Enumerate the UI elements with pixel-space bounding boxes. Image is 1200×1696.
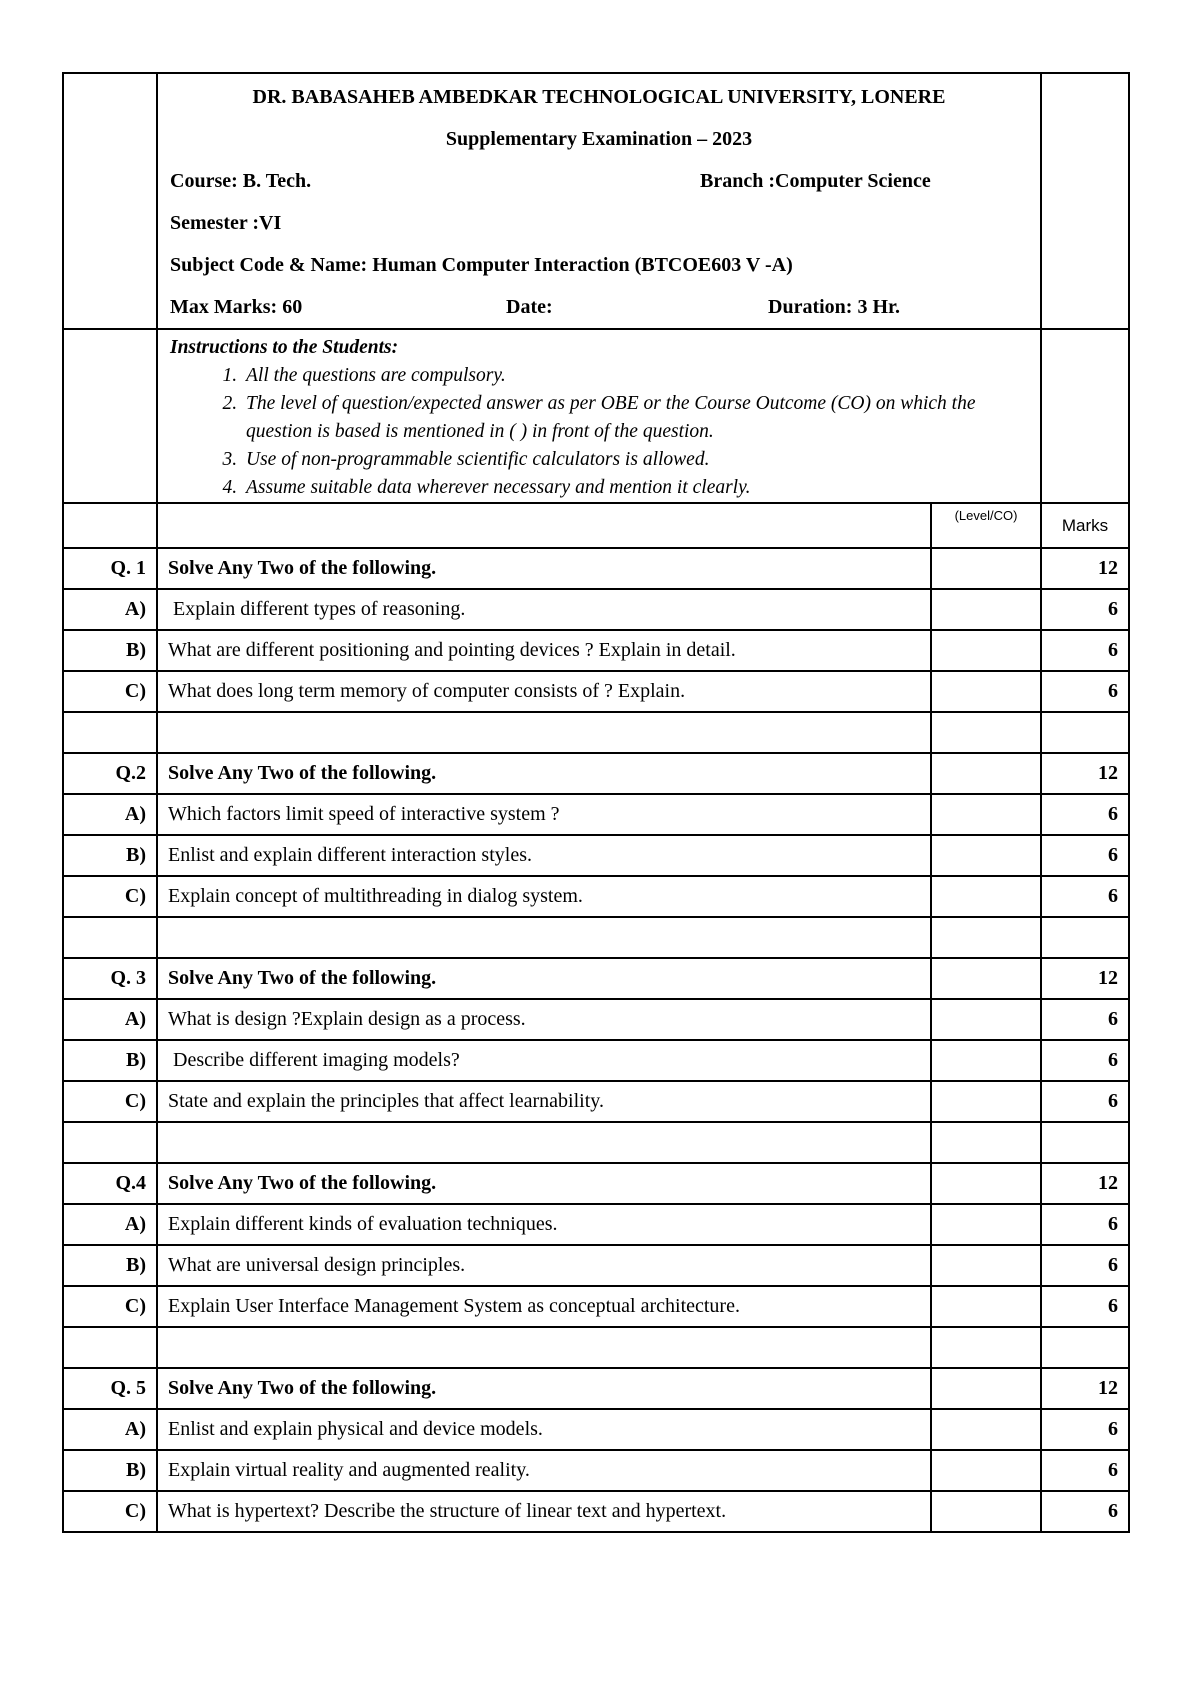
level-co-cell (931, 958, 1041, 999)
question-row (63, 548, 1129, 589)
instructions-list (170, 362, 1028, 502)
header-left-blank (63, 73, 157, 329)
question-title: Solve Any Two of the following. (157, 753, 931, 794)
spacer-cell (157, 712, 931, 753)
spacer-cell (63, 1122, 157, 1163)
spacer-cell (63, 712, 157, 753)
instructions-row (63, 329, 1129, 503)
sub-question-marks: 6 (1041, 589, 1129, 630)
sub-question-marks: 6 (1041, 1491, 1129, 1532)
sub-question-marks: 6 (1041, 1286, 1129, 1327)
sub-question-text: Enlist and explain physical and device models. (157, 1409, 931, 1450)
sub-question-label: C) (63, 1491, 157, 1532)
question-number: Q. 1 (63, 548, 157, 589)
header-right-blank (1041, 73, 1129, 329)
column-header-blank (63, 503, 157, 548)
sub-question-row (63, 999, 1129, 1040)
university-name: DR. BABASAHEB AMBEDKAR TECHNOLOGICAL UNIVERSITY, LONERE (252, 86, 946, 108)
sub-question-marks: 6 (1041, 876, 1129, 917)
spacer-cell (931, 1122, 1041, 1163)
level-co-cell (931, 1040, 1041, 1081)
sub-question-text: Explain different types of reasoning. (157, 589, 931, 630)
course-label: Course: B. Tech. (170, 170, 312, 192)
spacer-cell (157, 917, 931, 958)
level-co-cell (931, 1163, 1041, 1204)
question-marks: 12 (1041, 548, 1129, 589)
question-title: Solve Any Two of the following. (157, 1368, 931, 1409)
spacer-cell (1041, 917, 1129, 958)
level-co-cell (931, 1368, 1041, 1409)
level-co-cell (931, 671, 1041, 712)
spacer-cell (931, 1327, 1041, 1368)
spacer-cell (63, 917, 157, 958)
question-title: Solve Any Two of the following. (157, 958, 931, 999)
instructions-title: Instructions to the Students: (170, 337, 399, 358)
sub-question-marks: 6 (1041, 794, 1129, 835)
question-number: Q.4 (63, 1163, 157, 1204)
level-co-cell (931, 1450, 1041, 1491)
sub-question-row (63, 1450, 1129, 1491)
sub-question-row (63, 671, 1129, 712)
question-number: Q. 5 (63, 1368, 157, 1409)
column-header-question-blank (157, 503, 931, 548)
sub-question-label: B) (63, 630, 157, 671)
spacer-row (63, 917, 1129, 958)
question-marks: 12 (1041, 1368, 1129, 1409)
duration-label: Duration: 3 Hr. (768, 296, 901, 318)
date-label: Date: (506, 296, 553, 318)
question-paper (62, 72, 1128, 1533)
spacer-row (63, 1122, 1129, 1163)
level-co-cell (931, 1491, 1041, 1532)
sub-question-label: A) (63, 1204, 157, 1245)
sub-question-text: Describe different imaging models? (157, 1040, 931, 1081)
column-header-row (63, 503, 1129, 548)
sub-question-label: B) (63, 1450, 157, 1491)
sub-question-marks: 6 (1041, 1450, 1129, 1491)
sub-question-text: Explain virtual reality and augmented reality. (157, 1450, 931, 1491)
sub-question-label: A) (63, 794, 157, 835)
sub-question-marks: 6 (1041, 1245, 1129, 1286)
spacer-row (63, 712, 1129, 753)
sub-question-marks: 6 (1041, 671, 1129, 712)
sub-question-label: A) (63, 589, 157, 630)
sub-question-row (63, 589, 1129, 630)
question-title: Solve Any Two of the following. (157, 548, 931, 589)
instruction-item: 1. All the questions are compulsory. (242, 362, 1028, 390)
level-co-cell (931, 589, 1041, 630)
level-co-cell (931, 630, 1041, 671)
sub-question-label: C) (63, 671, 157, 712)
sub-question-marks: 6 (1041, 1040, 1129, 1081)
sub-question-label: B) (63, 1040, 157, 1081)
level-co-cell (931, 1245, 1041, 1286)
subject-label: Subject Code & Name: Human Computer Interaction (BTCOE603 V -A) (170, 254, 793, 276)
sub-question-row (63, 1245, 1129, 1286)
sub-question-text: Explain different kinds of evaluation techniques. (157, 1204, 931, 1245)
spacer-cell (931, 712, 1041, 753)
sub-question-label: B) (63, 835, 157, 876)
level-co-cell (931, 1081, 1041, 1122)
exam-title: Supplementary Examination – 2023 (445, 128, 753, 150)
sub-question-label: A) (63, 1409, 157, 1450)
level-co-cell (931, 548, 1041, 589)
sub-question-marks: 6 (1041, 835, 1129, 876)
sub-question-row (63, 1286, 1129, 1327)
sub-question-text: Enlist and explain different interaction styles. (157, 835, 931, 876)
level-co-cell (931, 1204, 1041, 1245)
sub-question-marks: 6 (1041, 630, 1129, 671)
spacer-cell (1041, 1122, 1129, 1163)
marks-header: Marks (1041, 503, 1129, 548)
question-row (63, 1368, 1129, 1409)
level-co-header: (Level/CO) (931, 503, 1041, 548)
marks-date-duration-line (170, 286, 1028, 328)
sub-question-row (63, 794, 1129, 835)
exam-header (157, 73, 1041, 329)
instruction-item: 3. Use of non-programmable scientific calculators is allowed. (242, 446, 1028, 474)
instructions-left-blank (63, 329, 157, 503)
spacer-cell (157, 1122, 931, 1163)
course-branch-line (170, 160, 1028, 202)
sub-question-label: C) (63, 876, 157, 917)
question-row (63, 753, 1129, 794)
instruction-item: 2. The level of question/expected answer as per OBE or the Course Outcome (CO) on which the question is based is mentioned in ( ) in front of the question. (242, 390, 1028, 446)
sub-question-row (63, 835, 1129, 876)
sub-question-label: C) (63, 1286, 157, 1327)
sub-question-row (63, 1409, 1129, 1450)
question-title: Solve Any Two of the following. (157, 1163, 931, 1204)
max-marks-label: Max Marks: 60 (170, 296, 303, 318)
sub-question-text: Explain User Interface Management System as conceptual architecture. (157, 1286, 931, 1327)
level-co-cell (931, 999, 1041, 1040)
instructions-right-blank (1041, 329, 1129, 503)
sub-question-row (63, 1040, 1129, 1081)
sub-question-text: What does long term memory of computer consists of ? Explain. (157, 671, 931, 712)
level-co-cell (931, 876, 1041, 917)
sub-question-text: What are universal design principles. (157, 1245, 931, 1286)
sub-question-row (63, 876, 1129, 917)
sub-question-row (63, 1204, 1129, 1245)
sub-question-text: Which factors limit speed of interactive system ? (157, 794, 931, 835)
question-number: Q.2 (63, 753, 157, 794)
spacer-cell (1041, 1327, 1129, 1368)
question-marks: 12 (1041, 1163, 1129, 1204)
sub-question-text: What is hypertext? Describe the structure of linear text and hypertext. (157, 1491, 931, 1532)
instruction-item: 4. Assume suitable data wherever necessary and mention it clearly. (242, 474, 1028, 502)
spacer-cell (1041, 712, 1129, 753)
question-row (63, 1163, 1129, 1204)
sub-question-text: State and explain the principles that affect learnability. (157, 1081, 931, 1122)
spacer-cell (157, 1327, 931, 1368)
sub-question-row (63, 1491, 1129, 1532)
sub-question-label: A) (63, 999, 157, 1040)
sub-question-marks: 6 (1041, 1081, 1129, 1122)
level-co-cell (931, 1409, 1041, 1450)
question-number: Q. 3 (63, 958, 157, 999)
semester-label: Semester :VI (170, 212, 282, 234)
instructions-block (157, 329, 1041, 503)
exam-header-row (63, 73, 1129, 329)
branch-label: Branch :Computer Science (700, 170, 931, 192)
spacer-cell (931, 917, 1041, 958)
level-co-cell (931, 835, 1041, 876)
sub-question-text: What are different positioning and pointing devices ? Explain in detail. (157, 630, 931, 671)
level-co-cell (931, 753, 1041, 794)
question-row (63, 958, 1129, 999)
sub-question-marks: 6 (1041, 1204, 1129, 1245)
question-marks: 12 (1041, 753, 1129, 794)
sub-question-text: Explain concept of multithreading in dialog system. (157, 876, 931, 917)
sub-question-row (63, 1081, 1129, 1122)
question-marks: 12 (1041, 958, 1129, 999)
sub-question-marks: 6 (1041, 1409, 1129, 1450)
sub-question-text: What is design ?Explain design as a process. (157, 999, 931, 1040)
sub-question-label: C) (63, 1081, 157, 1122)
sub-question-row (63, 630, 1129, 671)
level-co-cell (931, 1286, 1041, 1327)
question-paper-table (62, 72, 1130, 1533)
sub-question-label: B) (63, 1245, 157, 1286)
level-co-cell (931, 794, 1041, 835)
spacer-cell (63, 1327, 157, 1368)
spacer-row (63, 1327, 1129, 1368)
sub-question-marks: 6 (1041, 999, 1129, 1040)
